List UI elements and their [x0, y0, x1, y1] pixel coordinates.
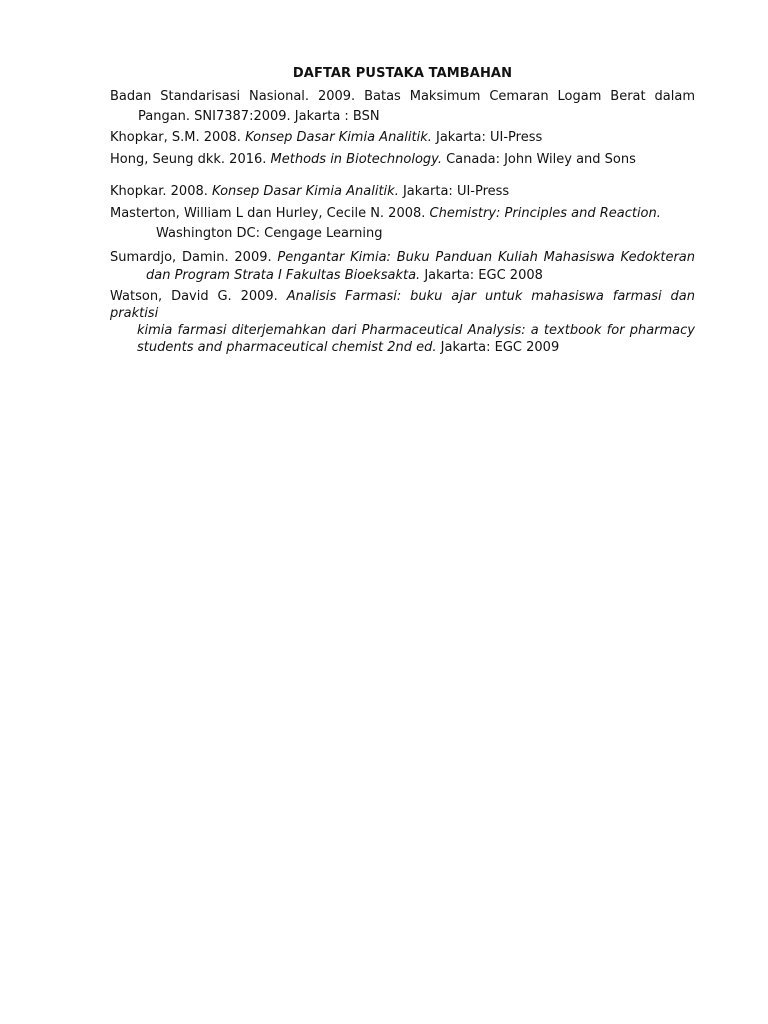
reference-title: students and pharmaceutical chemist 2nd ed.	[137, 340, 437, 355]
reference-title: kimia farmasi diterjemahkan dari Pharmaceutical Analysis: a textbook for pharmacy	[137, 323, 695, 338]
reference-publisher: Washington DC: Cengage Learning	[156, 226, 383, 241]
reference-author: Hong, Seung dkk. 2016.	[110, 152, 271, 167]
reference-item	[110, 150, 695, 170]
reference-author: Khopkar. 2008.	[110, 184, 213, 199]
reference-publisher: Jakarta: EGC 2008	[420, 268, 543, 283]
reference-item	[110, 288, 695, 356]
reference-item	[110, 182, 695, 202]
reference-item	[110, 249, 695, 285]
reference-author: Sumardjo, Damin. 2009.	[110, 250, 278, 265]
reference-title: dan Program Strata I Fakultas Bioeksakta.	[146, 268, 421, 283]
reference-author: Khopkar, S.M. 2008.	[110, 130, 246, 145]
reference-title: Konsep Dasar Kimia Analitik.	[245, 130, 432, 145]
reference-publisher: Jakarta: UI-Press	[398, 184, 510, 199]
reference-item	[110, 128, 695, 148]
reference-title: Pengantar Kimia: Buku Panduan Kuliah Mahasiswa Kedokteran	[277, 250, 695, 265]
reference-author: Masterton, William L dan Hurley, Cecile N. 2008.	[110, 206, 430, 221]
reference-item	[110, 204, 695, 244]
reference-text: Pangan. SNI7387:2009. Jakarta : BSN	[138, 109, 380, 124]
reference-publisher: Canada: John Wiley and Sons	[441, 152, 636, 167]
reference-publisher: Jakarta: UI-Press	[431, 130, 543, 145]
reference-title: Konsep Dasar Kimia Analitik.	[212, 184, 399, 199]
reference-text: Badan Standarisasi Nasional. 2009. Batas Maksimum Cemaran Logam Berat dalam	[110, 89, 695, 104]
reference-title: Methods in Biotechnology.	[270, 152, 442, 167]
page-title: DAFTAR PUSTAKA TAMBAHAN	[292, 66, 513, 81]
reference-title: Chemistry: Principles and Reaction.	[429, 206, 661, 221]
reference-item	[110, 87, 695, 127]
reference-title: Analisis Farmasi: buku ajar untuk mahasiswa farmasi dan praktisi	[110, 289, 695, 321]
reference-author: Watson, David G. 2009.	[110, 289, 287, 304]
reference-publisher: Jakarta: EGC 2009	[436, 340, 560, 355]
